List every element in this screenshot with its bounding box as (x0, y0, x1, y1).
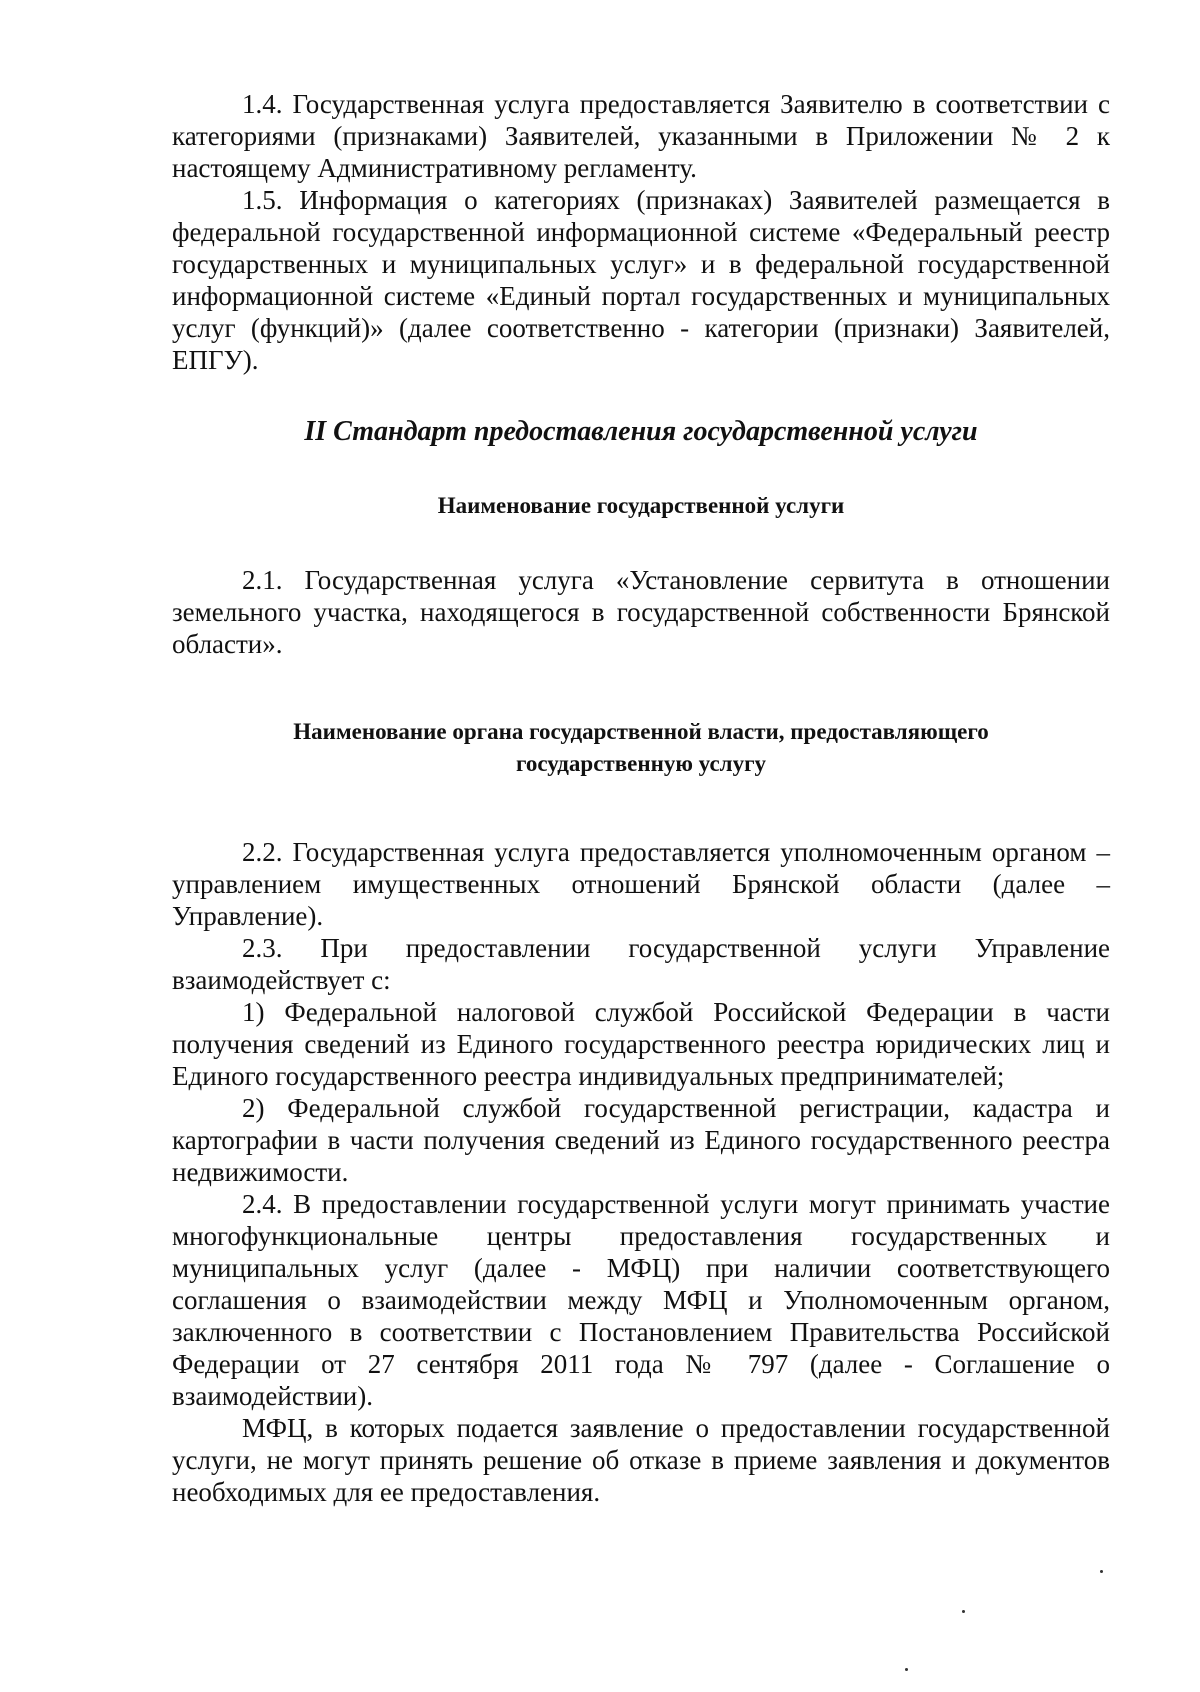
section-title: II Стандарт предоставления государственной услуги (304, 416, 978, 447)
heading-service-name: Наименование государственной услуги (437, 493, 845, 518)
paragraph-2-3: 2.3. При предоставлении государственной услуги Управление взаимодействует с: (172, 933, 1110, 995)
document-page (172, 88, 1110, 1508)
list-item-1: 1) Федеральной налоговой службой Российской Федерации в части получения сведений из Единого государственного реестра юридических лиц и Единого государственного реестра индивидуальных предпринимателей; (172, 997, 1110, 1091)
paragraph-2-2: 2.2. Государственная услуга предоставляется уполномоченным органом – управлением имущественных отношений Брянской области (далее – Управление). (172, 837, 1110, 931)
scan-speck (905, 1668, 908, 1671)
scan-speck (1100, 1570, 1103, 1573)
paragraph-1-4: 1.4. Государственная услуга предоставляется Заявителю в соответствии с категориями (признаками) Заявителей, указанными в Приложении № 2 к настоящему Административному регламенту. (172, 89, 1110, 183)
paragraph-mfc: МФЦ, в которых подается заявление о предоставлении государственной услуги, не могут принять решение об отказе в приеме заявления и документов необходимых для ее предоставления. (172, 1413, 1110, 1507)
scan-speck (962, 1610, 965, 1613)
paragraph-1-5: 1.5. Информация о категориях (признаках) Заявителей размещается в федеральной государственной информационной системе «Федеральный реестр государственных и муниципальных услуг» и в федеральной государственной информационной системе «Единый портал государственных и муниципальных услуг (функций)» (далее соответственно - категории (признаки) Заявителей, ЕПГУ). (172, 185, 1110, 375)
heading-authority-line2: государственную услугу (515, 751, 767, 776)
heading-authority-line1: Наименование органа государственной власти, предоставляющего (293, 719, 989, 744)
list-item-2: 2) Федеральной службой государственной регистрации, кадастра и картографии в части получения сведений из Единого государственного реестра недвижимости. (172, 1093, 1110, 1187)
paragraph-2-4: 2.4. В предоставлении государственной услуги могут принимать участие многофункциональные центры предоставления государственных и муниципальных услуг (далее - МФЦ) при наличии соответствующего соглашения о взаимодействии между МФЦ и Уполномоченным органом, заключенного в соответствии с Постановлением Правительства Российской Федерации от 27 сентября 2011 года № 797 (далее - Соглашение о взаимодействии). (172, 1189, 1110, 1411)
paragraph-2-1: 2.1. Государственная услуга «Установление сервитута в отношении земельного участка, находящегося в государственной собственности Брянской области». (172, 565, 1110, 659)
